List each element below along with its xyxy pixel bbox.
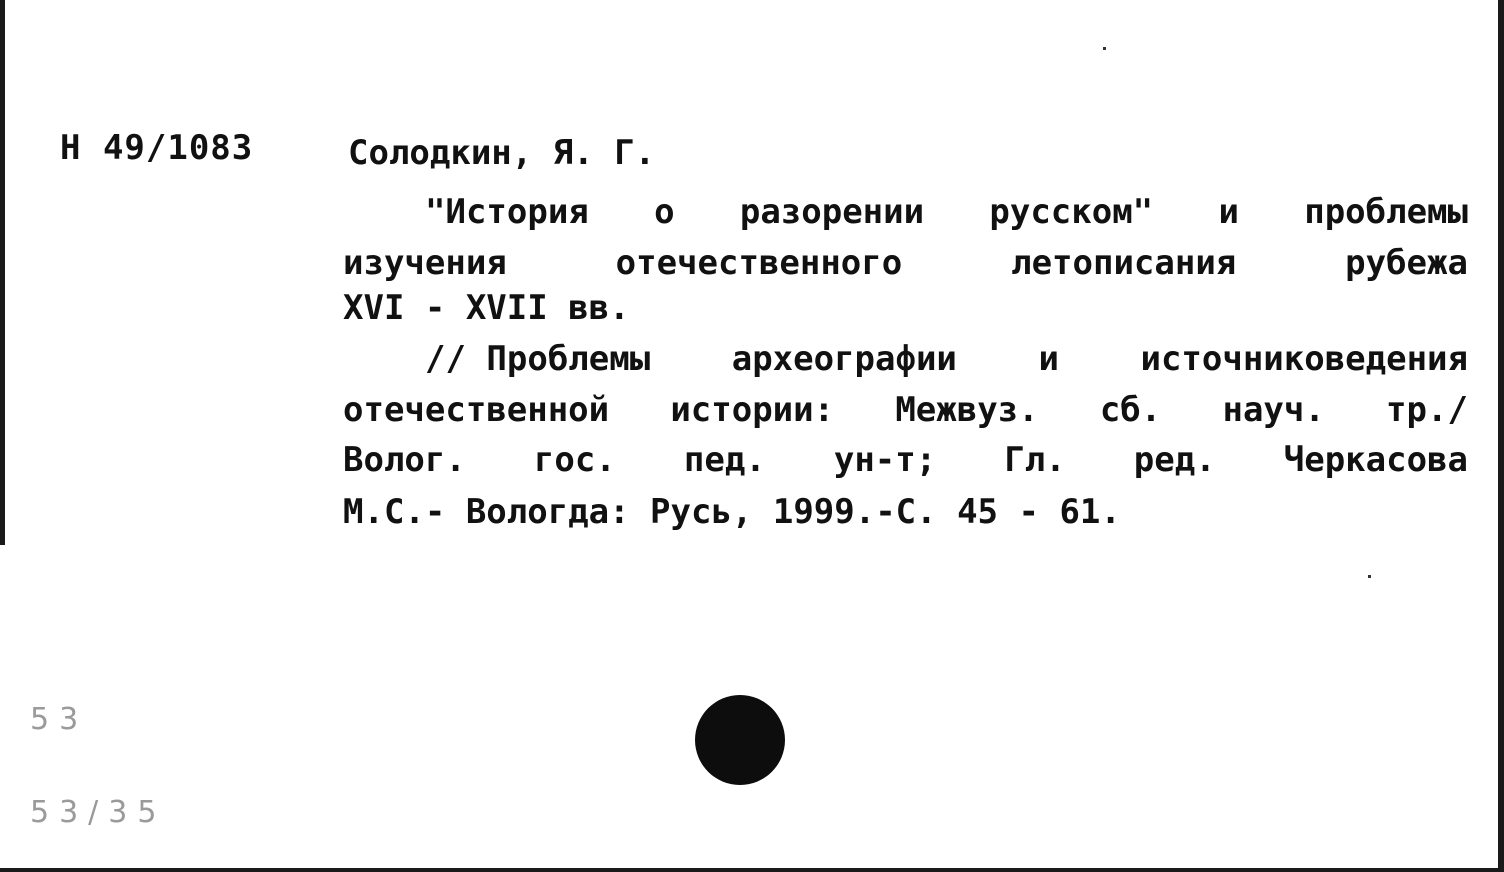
source-line-2: отечественной истории: Межвуз. сб. науч. тр./ — [343, 390, 1468, 430]
pencil-note: 53 — [30, 702, 89, 737]
scan-speck — [1368, 575, 1371, 578]
punch-hole — [695, 695, 785, 785]
title-line-3: XVI - XVII вв. — [343, 288, 630, 328]
source-line-3: Волог. гос. пед. ун-т; Гл. ред. Черкасова — [343, 440, 1468, 480]
scan-speck — [1103, 47, 1106, 50]
title-line-2: изучения отечественного летописания рубежа — [343, 243, 1468, 283]
card-left-edge — [0, 0, 5, 545]
card-bottom-edge — [0, 868, 1504, 872]
call-number: Н 49/1083 — [60, 128, 254, 168]
source-line-4: М.С.- Вологда: Русь, 1999.-С. 45 - 61. — [343, 492, 1121, 532]
title-line-1: "История о разорении русском" и проблемы — [425, 192, 1468, 232]
source-line-1: // Проблемы археографии и источниковедения — [425, 339, 1468, 379]
card-right-edge — [1498, 0, 1504, 872]
pencil-note: 53/35 — [30, 795, 167, 830]
author: Солодкин, Я. Г. — [348, 133, 656, 173]
